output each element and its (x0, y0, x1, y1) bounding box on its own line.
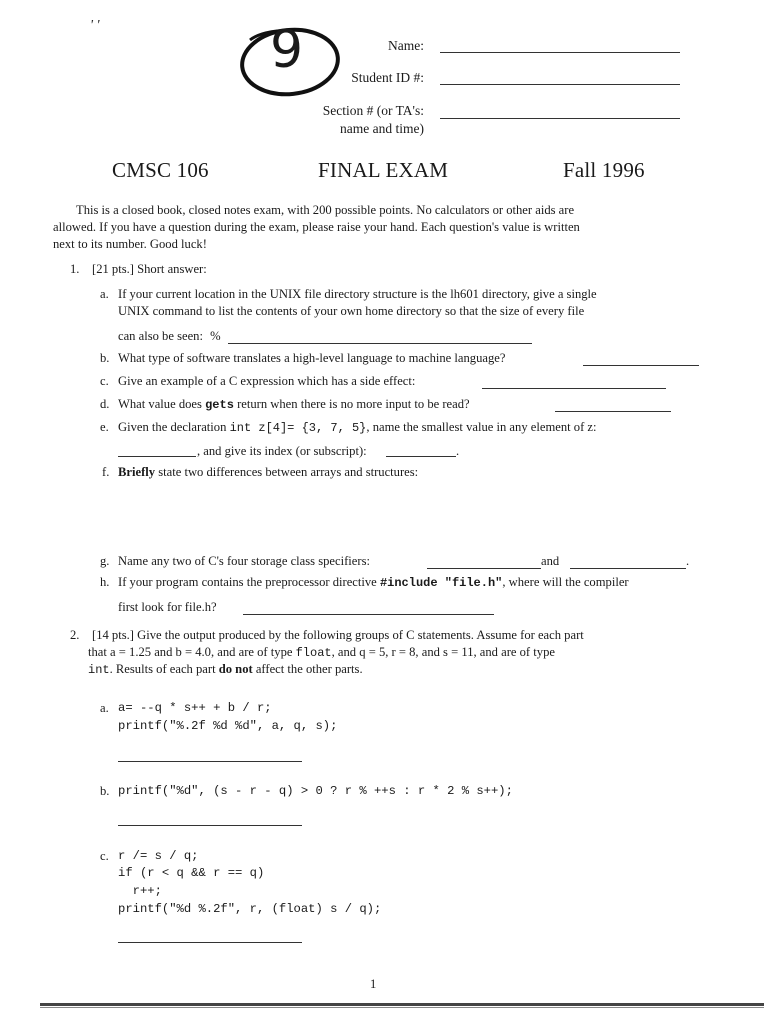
q1h-label: h. (100, 575, 110, 589)
q1g-end: . (686, 554, 690, 568)
name-field[interactable] (440, 52, 680, 53)
intro-line-1: This is a closed book, closed notes exam, with 200 possible points. No calculators or other aids are (76, 203, 575, 217)
q1c-answer-line[interactable] (482, 388, 666, 389)
q2b-code-1: printf("%d", (s - r - q) > 0 ? r % ++s : r * 2 % s++); (118, 784, 513, 798)
q2-line-3-post: affect the other parts. (255, 662, 363, 676)
q2-line-3-bold: do not (218, 662, 253, 676)
circled-number: 9 (270, 20, 304, 80)
q1d-answer-line[interactable] (555, 411, 671, 412)
intro-line-3: next to its number. Good luck! (53, 237, 207, 251)
q2c-code-1: r /= s / q; (118, 849, 199, 863)
q1d-code: gets (205, 398, 234, 412)
q2c-code-4: printf("%d %.2f", r, (float) s / q); (118, 902, 382, 916)
q1d-text-pre: What value does (118, 397, 202, 411)
term-title: Fall 1996 (563, 158, 645, 182)
q1g-and: and (541, 554, 560, 568)
q2a-code-1: a= --q * s++ + b / r; (118, 701, 272, 715)
scan-edge-line-thin (40, 1007, 764, 1008)
q1e-code: int z[4]= {3, 7, 5} (229, 421, 367, 435)
q1f-bold: Briefly (118, 465, 156, 479)
q1e-text (118, 420, 597, 435)
q1e-label: e. (100, 420, 109, 434)
q1e-index-line[interactable] (386, 456, 456, 457)
q2c-answer-line[interactable] (118, 942, 302, 943)
stray-marks: ' ' (90, 18, 100, 33)
q1a-line-3-text: can also be seen: (118, 329, 203, 343)
q1h-line-2: first look for file.h? (118, 600, 217, 614)
q2c-code-3: r++; (118, 884, 162, 898)
q1g-text: Name any two of C's four storage class specifiers: (118, 554, 370, 568)
q1f-text (118, 465, 418, 480)
student-id-field[interactable] (440, 84, 680, 85)
q2-line-3-code: int (88, 663, 110, 677)
q2-line-2 (88, 645, 555, 660)
q1e-text-post: , name the smallest value in any element of z: (366, 420, 597, 434)
q1d-label: d. (100, 397, 110, 411)
q1d-text-post: return when there is no more input to be read? (237, 397, 470, 411)
q1a-line-3 (118, 329, 221, 344)
q2-line-2-code: float (295, 646, 332, 660)
section-field[interactable] (440, 118, 680, 119)
q1e-line-2-mid: , and give its index (or subscript): (197, 444, 367, 458)
course-title: CMSC 106 (112, 158, 209, 182)
name-label: Name: (388, 38, 424, 53)
q1a-answer-line[interactable] (228, 343, 532, 344)
q1h-text-pre: If your program contains the preprocessor directive (118, 575, 377, 589)
q1a-label: a. (100, 287, 109, 301)
q2a-answer-line[interactable] (118, 761, 302, 762)
q1h-text-post: , where will the compiler (502, 575, 629, 589)
q2-line-2-pre: that a = 1.25 and b = 4.0, and are of type (88, 645, 293, 659)
q2-line-3 (88, 662, 363, 677)
section-label-line2: name and time) (340, 121, 424, 136)
q1b-answer-line[interactable] (583, 365, 699, 366)
q1h-answer-line[interactable] (243, 614, 494, 615)
scan-edge-line (40, 1003, 764, 1006)
q1e-value-line[interactable] (118, 456, 196, 457)
q1h-code: #include "file.h" (379, 576, 503, 590)
q1b-text: What type of software translates a high-level language to machine language? (118, 351, 506, 365)
q2b-answer-line[interactable] (118, 825, 302, 826)
q1c-label: c. (100, 374, 109, 388)
q1a-line-2: UNIX command to list the contents of your own home directory so that the size of every file (118, 304, 585, 318)
q1-heading: [21 pts.] Short answer: (92, 262, 207, 276)
q2-line-2-post: , and q = 5, r = 8, and s = 11, and are of type (331, 645, 555, 659)
q1h-text (118, 575, 629, 590)
q2-line-3-pre: . Results of each part (109, 662, 216, 676)
section-label: Section # (or TA's: (322, 103, 424, 118)
page-number: 1 (370, 977, 377, 991)
q1g-answer-line-1[interactable] (427, 568, 541, 569)
q1f-label: f. (102, 465, 110, 479)
exam-title: FINAL EXAM (318, 158, 449, 182)
q1g-label: g. (100, 554, 110, 568)
student-id-label: Student ID #: (351, 70, 424, 85)
q1f-text-rest: state two differences between arrays and structures: (158, 465, 419, 479)
q2-number: 2. (70, 628, 80, 642)
q1c-text: Give an example of a C expression which has a side effect: (118, 374, 416, 388)
q1a-shell-prompt: % (210, 329, 221, 343)
q1e-line-2-end: . (456, 444, 460, 458)
q1g-answer-line-2[interactable] (570, 568, 686, 569)
q2a-label: a. (100, 701, 109, 715)
q1b-label: b. (100, 351, 110, 365)
q1a-line-1: If your current location in the UNIX file directory structure is the lh601 directory, give a single (118, 287, 597, 301)
q2c-code-2: if (r < q && r == q) (118, 866, 265, 880)
q2-line-1: [14 pts.] Give the output produced by the following groups of C statements. Assume for each part (92, 628, 584, 642)
q1d-text (118, 397, 470, 412)
q2b-label: b. (100, 784, 110, 798)
q1e-text-pre: Given the declaration (118, 420, 227, 434)
q1-number: 1. (70, 262, 80, 276)
q2a-code-2: printf("%.2f %d %d", a, q, s); (118, 719, 338, 733)
intro-line-2: allowed. If you have a question during the exam, please raise your hand. Each question's value is written (53, 220, 580, 234)
q2c-label: c. (100, 849, 109, 863)
